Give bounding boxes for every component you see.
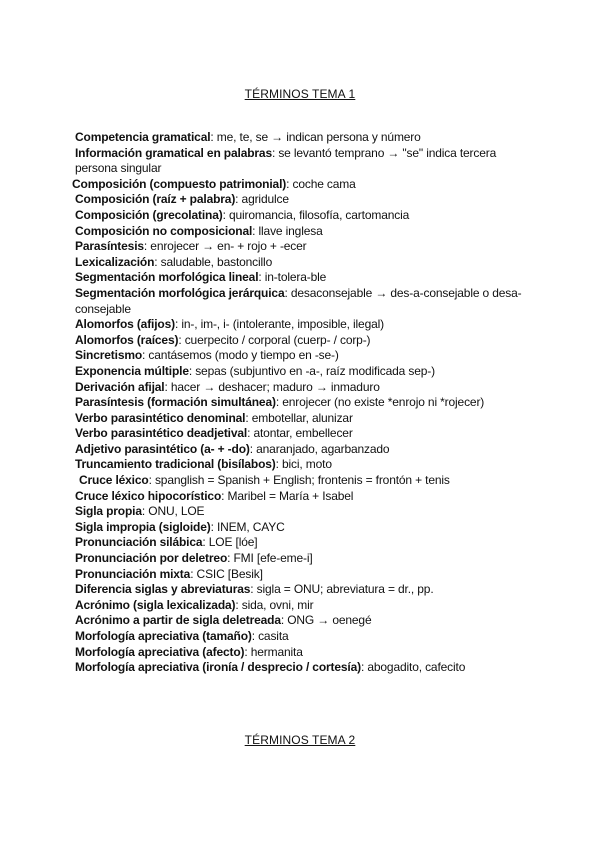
term-definition: : cantásemos (modo y tiempo en -se-) bbox=[142, 348, 339, 363]
term-definition: : sepas (subjuntivo en -a-, raíz modificada sep-) bbox=[188, 363, 435, 378]
term-definition: : FMI [efe-eme-i] bbox=[227, 551, 313, 566]
term-entry bbox=[72, 489, 522, 505]
term-definition: : llave inglesa bbox=[252, 223, 323, 238]
term-definition: : sida, ovni, mir bbox=[235, 597, 314, 612]
term-entry bbox=[72, 442, 522, 458]
term-definition: : LOE [lóe] bbox=[202, 535, 258, 550]
term-entry bbox=[72, 473, 522, 489]
term-name: Información gramatical en palabras bbox=[75, 145, 272, 160]
term-definition: : anaranjado, agarbanzado bbox=[249, 441, 390, 456]
term-entry bbox=[72, 426, 522, 442]
term-name: Parasíntesis bbox=[75, 239, 144, 254]
term-definition: : embotellar, alunizar bbox=[245, 410, 353, 425]
term-name: Composición (raíz + palabra) bbox=[75, 192, 236, 207]
term-definition: : ONU, LOE bbox=[141, 504, 205, 519]
term-definition: : ONG → oenegé bbox=[280, 613, 372, 628]
term-entry bbox=[72, 239, 522, 255]
term-entry bbox=[72, 146, 522, 177]
term-name: Pronunciación por deletreo bbox=[75, 551, 228, 566]
term-name: Competencia gramatical bbox=[75, 130, 211, 144]
term-name: Sigla propia bbox=[75, 504, 142, 519]
term-definition: : atontar, embellecer bbox=[247, 426, 353, 441]
term-entry bbox=[72, 348, 522, 364]
term-definition: : se levantó temprano → "se" indica tercera persona singular bbox=[75, 145, 497, 176]
term-definition: : quiromancia, filosofía, cartomancia bbox=[222, 207, 410, 222]
term-name: Diferencia siglas y abreviaturas bbox=[75, 582, 251, 597]
term-name: Segmentación morfológica jerárquica bbox=[75, 285, 285, 300]
term-name: Lexicalización bbox=[75, 254, 155, 269]
term-name: Acrónimo a partir de sigla deletreada bbox=[75, 613, 281, 628]
term-name: Derivación afijal bbox=[75, 379, 165, 394]
term-name: Alomorfos (raíces) bbox=[75, 332, 179, 347]
term-name: Sigla impropia (sigloide) bbox=[75, 519, 211, 534]
terms-list bbox=[72, 130, 522, 676]
term-name: Composición (compuesto patrimonial) bbox=[72, 176, 287, 191]
term-entry bbox=[72, 660, 522, 676]
term-name: Parasíntesis (formación simultánea) bbox=[75, 395, 276, 410]
term-entry bbox=[72, 411, 522, 427]
term-definition: : INEM, CAYC bbox=[210, 519, 285, 534]
term-definition: : hermanita bbox=[244, 644, 303, 659]
term-entry bbox=[72, 629, 522, 645]
term-entry bbox=[72, 192, 522, 208]
term-definition: : hacer → deshacer; maduro → inmaduro bbox=[164, 379, 380, 394]
term-definition: : enrojecer → en- + rojo + -ecer bbox=[143, 239, 307, 254]
term-definition: : in-, im-, i- (intolerante, imposible, ilegal) bbox=[174, 317, 384, 332]
term-definition: : sigla = ONU; abreviatura = dr., pp. bbox=[250, 582, 434, 597]
term-entry bbox=[72, 286, 522, 317]
term-entry bbox=[72, 317, 522, 333]
term-entry bbox=[72, 567, 522, 583]
term-definition: : abogadito, cafecito bbox=[360, 660, 466, 675]
term-name: Cruce léxico bbox=[79, 473, 149, 488]
term-entry bbox=[72, 598, 522, 614]
term-entry bbox=[72, 582, 522, 598]
term-entry bbox=[72, 535, 522, 551]
term-entry bbox=[72, 224, 522, 240]
term-definition: : desaconsejable → des-a-consejable o desa-consejable bbox=[75, 285, 522, 316]
term-definition: : Maribel = María + Isabel bbox=[221, 488, 354, 503]
term-name: Acrónimo (sigla lexicalizada) bbox=[75, 597, 236, 612]
term-definition: : in-tolera-ble bbox=[258, 270, 327, 285]
term-entry bbox=[72, 380, 522, 396]
section-title-tema-1: TÉRMINOS TEMA 1 bbox=[244, 87, 356, 101]
term-entry bbox=[72, 520, 522, 536]
term-name: Morfología apreciativa (tamaño) bbox=[75, 629, 252, 643]
term-definition: : coche cama bbox=[286, 176, 356, 191]
term-definition: : me, te, se → indican persona y número bbox=[210, 130, 421, 144]
term-entry bbox=[72, 395, 522, 411]
term-entry bbox=[72, 208, 522, 224]
term-definition: : cuerpecito / corporal (cuerp- / corp-) bbox=[178, 332, 371, 347]
section-title-tema-2: TÉRMINOS TEMA 2 bbox=[244, 733, 356, 747]
term-entry bbox=[72, 364, 522, 380]
term-entry bbox=[72, 270, 522, 286]
term-name: Truncamiento tradicional (bisílabos) bbox=[75, 457, 276, 472]
term-definition: : CSIC [Besik] bbox=[190, 566, 263, 581]
term-name: Cruce léxico hipocorístico bbox=[75, 488, 222, 503]
term-name: Composición no composicional bbox=[75, 223, 253, 238]
term-definition: : enrojecer (no existe *enrojo ni *rojecer) bbox=[275, 395, 485, 410]
term-entry bbox=[72, 645, 522, 661]
term-entry bbox=[72, 255, 522, 271]
term-name: Adjetivo parasintético (a- + -do) bbox=[75, 441, 250, 456]
term-name: Verbo parasintético denominal bbox=[75, 410, 246, 425]
term-entry bbox=[72, 551, 522, 567]
term-definition: : bici, moto bbox=[275, 457, 332, 472]
term-definition: : saludable, bastoncillo bbox=[154, 254, 273, 269]
term-name: Verbo parasintético deadjetival bbox=[75, 426, 248, 441]
term-name: Alomorfos (afijos) bbox=[75, 317, 175, 332]
term-name: Segmentación morfológica lineal bbox=[75, 270, 259, 285]
term-name: Composición (grecolatina) bbox=[75, 207, 223, 222]
term-definition: : casita bbox=[251, 629, 289, 643]
term-entry bbox=[72, 457, 522, 473]
term-entry bbox=[72, 130, 522, 146]
term-name: Morfología apreciativa (ironía / desprecio / cortesía) bbox=[75, 660, 361, 675]
term-name: Exponencia múltiple bbox=[75, 363, 189, 378]
term-definition: : agridulce bbox=[235, 192, 289, 207]
term-entry bbox=[72, 333, 522, 349]
term-entry bbox=[72, 613, 522, 629]
term-name: Pronunciación silábica bbox=[75, 535, 203, 550]
term-name: Morfología apreciativa (afecto) bbox=[75, 644, 245, 659]
term-entry bbox=[72, 177, 522, 193]
term-entry bbox=[72, 504, 522, 520]
term-name: Sincretismo bbox=[75, 348, 143, 363]
term-definition: : spanglish = Spanish + English; frontenis = frontón + tenis bbox=[148, 473, 450, 488]
term-name: Pronunciación mixta bbox=[75, 566, 191, 581]
